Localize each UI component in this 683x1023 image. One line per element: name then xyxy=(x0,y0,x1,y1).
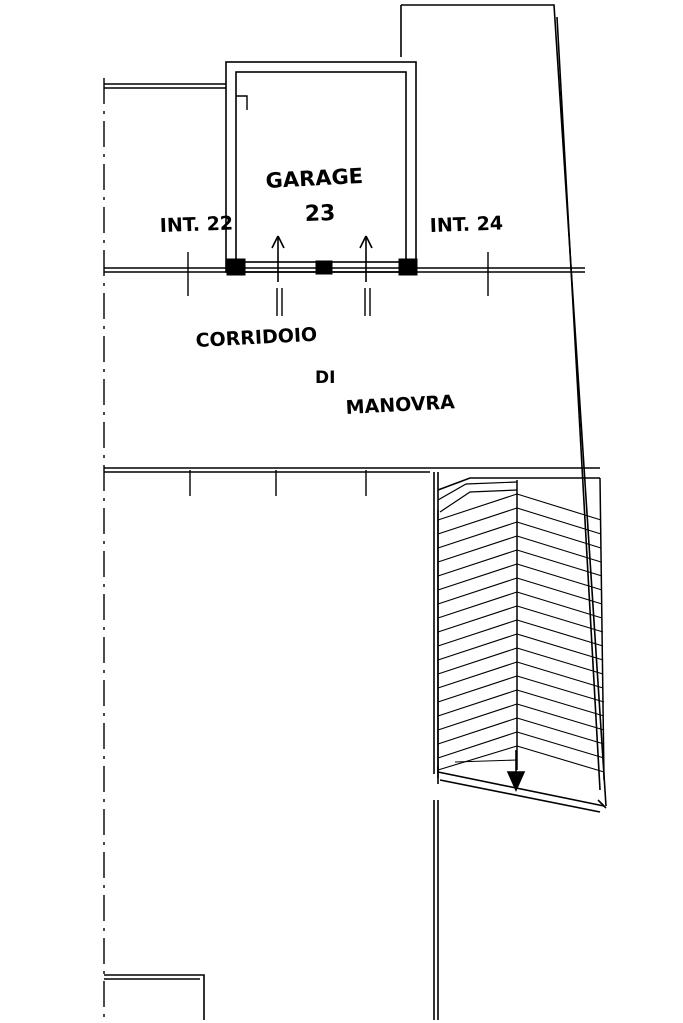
garage-name-label: GARAGE xyxy=(265,163,364,193)
wall-tick-marks-lower xyxy=(190,470,366,496)
unit-left-label: INT. 22 xyxy=(159,212,234,237)
ramp-direction-arrow xyxy=(508,750,524,790)
door-leaf-marks xyxy=(277,288,370,316)
corridor-label-line2: DI xyxy=(315,368,336,388)
corridor-label-line3: MANOVRA xyxy=(345,391,456,419)
garage-number-label: 23 xyxy=(304,200,336,227)
upper-left-wall xyxy=(104,84,226,88)
ramp-hatching xyxy=(438,478,604,780)
corridor-bottom-wall xyxy=(104,468,600,472)
door-swing-arrows xyxy=(272,236,372,282)
corridor-label-line1: CORRIDOIO xyxy=(195,323,318,352)
lower-room-outline xyxy=(104,472,438,1020)
unit-right-label: INT. 24 xyxy=(429,212,504,237)
corridor-top-wall xyxy=(104,268,585,272)
